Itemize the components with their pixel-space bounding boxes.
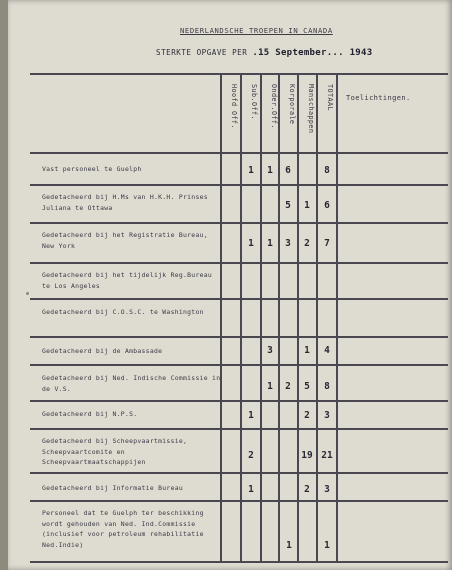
row-label: Gedetacheerd bij C.O.S.C. te Washington [42, 308, 204, 316]
row-label: Gedetacheerd bij Informatie Bureau [42, 484, 184, 492]
cell-value: 1 [248, 165, 254, 176]
row-divider [30, 364, 448, 366]
column-divider [336, 73, 338, 561]
cell-value: 2 [304, 238, 310, 249]
column-header: Hoofd Off. [230, 84, 238, 129]
row-label: Personeel dat te Guelph ter beschikking wordt gehouden van Ned. Ind.Commissie (inclusief voor petroleum rehabilitatie Ned.Indie) [42, 509, 204, 549]
table-header-rule [30, 152, 448, 154]
cell-value: 1 [267, 381, 273, 392]
cell-value: 19 [301, 450, 313, 461]
report-date: .15 September... 1943 [252, 48, 373, 58]
document-subtitle [156, 48, 372, 58]
cell-value: 7 [324, 238, 330, 249]
cell-value: 8 [324, 381, 330, 392]
cell-value: 4 [324, 345, 330, 356]
row-divider [30, 472, 448, 474]
column-header: TOTAAL [326, 84, 334, 111]
column-header-notes: Toelichtingen. [346, 94, 411, 102]
cell-value: 3 [267, 345, 273, 356]
row-label: Gedetacheerd bij Ned. Indische Commissie in de V.S. [42, 374, 221, 393]
cell-value: 8 [324, 165, 330, 176]
cell-value: 2 [248, 450, 254, 461]
column-header: Sub.Off. [250, 84, 258, 120]
row-label: Gedetacheerd bij N.P.S. [42, 410, 138, 418]
cell-value: 3 [324, 484, 330, 495]
paper-mark [26, 292, 29, 295]
cell-value: 3 [324, 410, 330, 421]
cell-value: 1 [248, 238, 254, 249]
row-divider [30, 222, 448, 224]
column-header: Manschappen [307, 84, 315, 134]
cell-value: 5 [304, 381, 310, 392]
row-divider [30, 428, 448, 430]
cell-value: 2 [304, 484, 310, 495]
cell-value: 2 [285, 381, 291, 392]
row-label: Gedetacheerd bij de Ambassade [42, 347, 163, 355]
document-title: NEDERLANDSCHE TROEPEN IN CANADA [180, 26, 333, 35]
row-label: Gedetacheerd bij H.Ms van H.K.H. Prinses Juliana te Ottawa [42, 193, 208, 212]
column-header: Onder.Off. [270, 84, 278, 129]
cell-value: 21 [321, 450, 333, 461]
row-label: Gedetacheerd bij het Registratie Bureau, New York [42, 231, 208, 250]
cell-value: 5 [285, 200, 291, 211]
column-header: Korporale [288, 84, 296, 125]
row-divider [30, 298, 448, 300]
subtitle-prefix: STERKTE OPGAVE PER [156, 48, 248, 57]
row-label: Gedetacheerd bij het tijdelijk Reg.Bureau te Los Angeles [42, 271, 213, 290]
row-label: Gedetacheerd bij Scheepvaartmissie, Scheepvaartcomite en Scheepvaartmaatschappijen [42, 437, 188, 466]
cell-value: 1 [267, 165, 273, 176]
cell-value: 1 [248, 484, 254, 495]
row-label: Vast personeel te Guelph [42, 165, 142, 173]
cell-value: 6 [285, 165, 291, 176]
row-divider [30, 500, 448, 502]
document-page [8, 0, 452, 570]
cell-value: 1 [324, 540, 330, 551]
cell-value: 1 [248, 410, 254, 421]
cell-value: 1 [304, 345, 310, 356]
row-divider [30, 184, 448, 186]
row-divider [30, 561, 448, 563]
row-divider [30, 336, 448, 338]
row-divider [30, 400, 448, 402]
cell-value: 1 [304, 200, 310, 211]
cell-value: 1 [267, 238, 273, 249]
row-divider [30, 262, 448, 264]
cell-value: 2 [304, 410, 310, 421]
cell-value: 6 [324, 200, 330, 211]
cell-value: 3 [285, 238, 291, 249]
table-top-rule [30, 73, 448, 75]
cell-value: 1 [286, 540, 292, 551]
